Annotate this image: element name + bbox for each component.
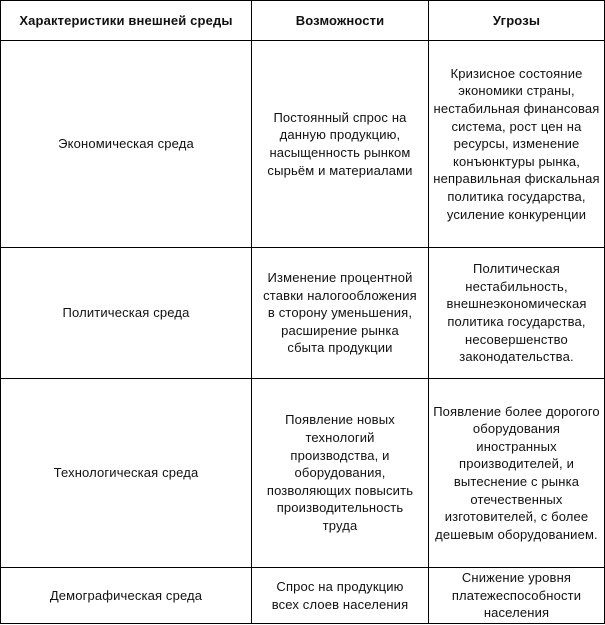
table-row-demographic: [1, 568, 605, 624]
factor-cell: Политическая среда: [1, 248, 252, 379]
factor-cell: Экономическая среда: [1, 41, 252, 248]
table-row-technological: [1, 379, 605, 568]
factor-cell: Технологическая среда: [1, 379, 252, 568]
table-row-political: [1, 248, 605, 379]
threats-cell: Появление более дорогого оборудования иностранных производителей, и вытеснение с рынка отечественных изготовителей, с более дешевым оборудованием.: [429, 379, 605, 568]
table-row-economic: [1, 41, 605, 248]
header-opportunities: Возможности: [252, 1, 429, 41]
opportunities-cell: Появление новых технологий производства, и оборудования, позволяющих повысить производительность труда: [252, 379, 429, 568]
threats-cell: Кризисное состояние экономики страны, нестабильная финансовая система, рост цен на ресурсы, изменение конъюнктуры рынка, неправильная фискальная политика государства, усиление конкуренции: [429, 41, 605, 248]
header-characteristics: Характеристики внешней среды: [1, 1, 252, 41]
opportunities-cell: Изменение процентной ставки налогообложения в сторону уменьшения, расширение рынка сбыта продукции: [252, 248, 429, 379]
opportunities-cell: Спрос на продукцию всех слоев населения: [252, 568, 429, 624]
threats-cell: Снижение уровня платежеспособности населения: [429, 568, 605, 624]
header-threats: Угрозы: [429, 1, 605, 41]
factor-cell: Демографическая среда: [1, 568, 252, 624]
opportunities-cell: Постоянный спрос на данную продукцию, насыщенность рынком сырьём и материалами: [252, 41, 429, 248]
table-header-row: [1, 1, 605, 41]
threats-cell: Политическая нестабильность, внешнеэкономическая политика государства, несовершенство законодательства.: [429, 248, 605, 379]
